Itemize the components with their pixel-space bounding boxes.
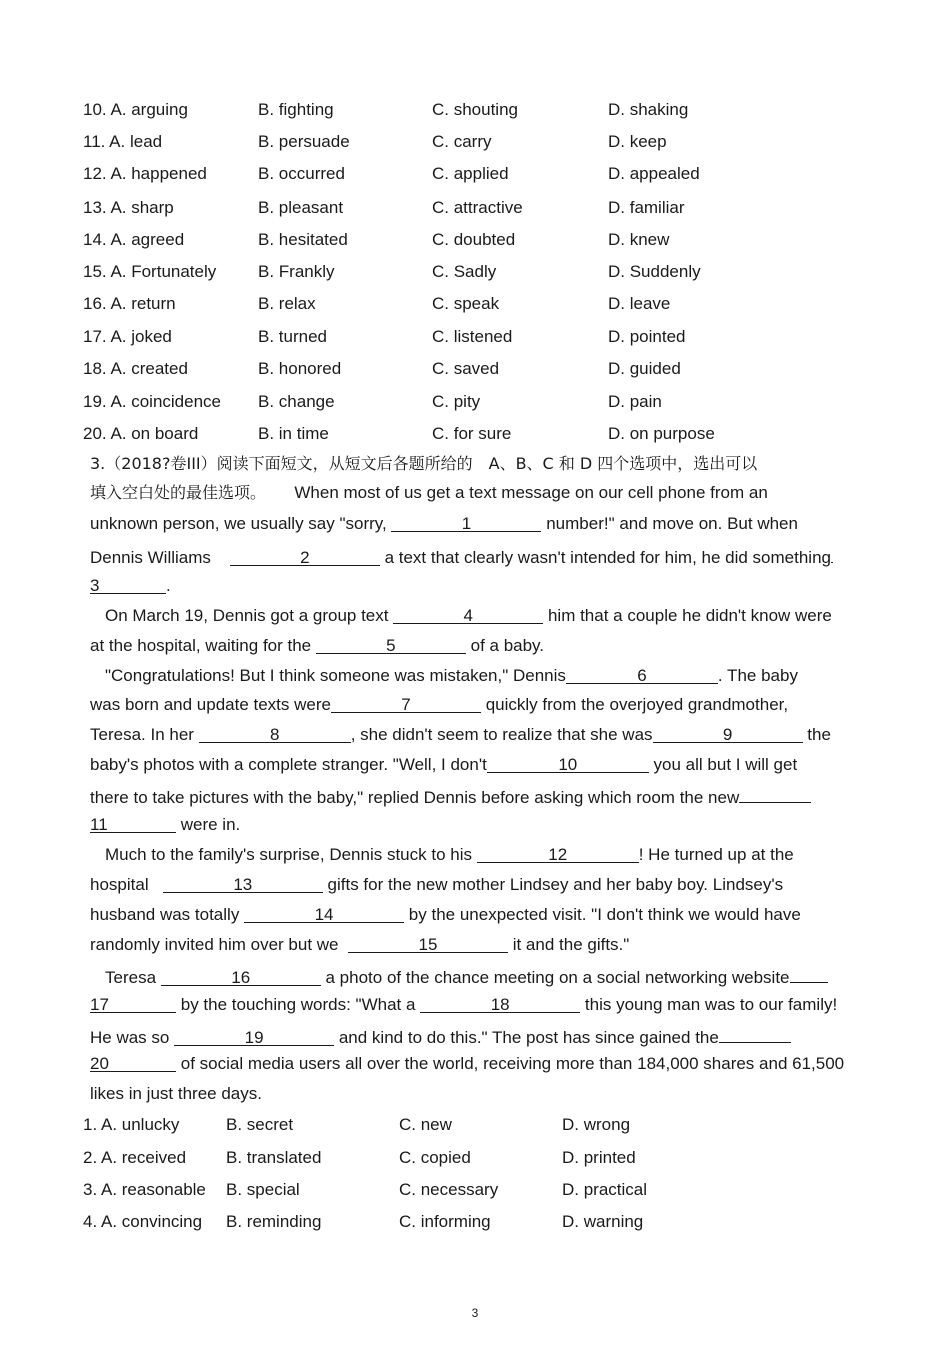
blank-19[interactable]: 19 xyxy=(174,1026,334,1046)
option-b: B. turned xyxy=(258,327,327,346)
option-c: C. pity xyxy=(432,392,481,411)
passage-line: On March 19, Dennis got a group text 4 him that a couple he didn't know were xyxy=(105,606,832,625)
passage-line: was born and update texts were 7 quickly from the overjoyed grandmother, xyxy=(90,695,789,714)
blank-11[interactable]: 11 xyxy=(90,813,176,833)
option-a: 4. A. convincing xyxy=(83,1212,203,1231)
option-c: C. necessary xyxy=(399,1180,499,1199)
option-d: D. shaking xyxy=(608,100,689,119)
blank-8[interactable]: 8 xyxy=(199,723,351,743)
page-number: 3 xyxy=(471,1306,479,1320)
option-b: B. persuade xyxy=(258,132,350,151)
option-a: 11. A. lead xyxy=(83,132,163,151)
option-a: 10. A. arguing xyxy=(83,100,188,119)
passage-line: Teresa. In her 8 , she didn't seem to realize that she was 9 the xyxy=(90,725,831,744)
option-b: B. hesitated xyxy=(258,230,348,249)
option-d: D. guided xyxy=(608,359,681,378)
blank-14[interactable]: 14 xyxy=(244,903,404,923)
option-a: 15. A. Fortunately xyxy=(83,262,217,281)
passage-line: Dennis Williams 2 a text that clearly wasn't intended for him, he did something xyxy=(90,543,833,567)
blank-5[interactable]: 5 xyxy=(316,634,466,654)
option-d: D. warning xyxy=(562,1212,644,1231)
option-d: D. Suddenly xyxy=(608,262,701,281)
option-b: B. secret xyxy=(226,1115,294,1134)
blank-18[interactable]: 18 xyxy=(420,993,580,1013)
option-a: 1. A. unlucky xyxy=(83,1115,180,1134)
option-a: 16. A. return xyxy=(83,294,176,313)
passage-line: baby's photos with a complete stranger. "Well, I don't 10 you all but I will get xyxy=(90,755,798,774)
blank-10[interactable]: 10 xyxy=(487,753,649,773)
option-c: C. copied xyxy=(399,1148,471,1167)
option-c: C. Sadly xyxy=(432,262,497,281)
blank-2[interactable]: 2 xyxy=(230,546,380,566)
option-d: D. printed xyxy=(562,1148,636,1167)
blank-16[interactable]: 16 xyxy=(161,966,321,986)
blank-13[interactable]: 13 xyxy=(163,873,323,893)
passage-line: "Congratulations! But I think someone was mistaken," Dennis 6 . The baby xyxy=(105,666,798,685)
blank-4[interactable]: 4 xyxy=(393,604,543,624)
option-d: D. knew xyxy=(608,230,670,249)
passage-line: 17 by the touching words: "What a 18 this young man was to our family! xyxy=(90,995,838,1014)
option-b: B. honored xyxy=(258,359,342,378)
passage-line: 填入空白处的最佳选项。 When most of us get a text message on our cell phone from an xyxy=(90,483,768,502)
blank-20[interactable]: 20 xyxy=(90,1052,176,1072)
passage-line: Much to the family's surprise, Dennis stuck to his 12 ! He turned up at the xyxy=(105,845,794,864)
blank-1[interactable]: 1 xyxy=(391,512,541,532)
passage-line: there to take pictures with the baby," replied Dennis before asking which room the new xyxy=(90,783,811,807)
blank-17[interactable]: 17 xyxy=(90,993,176,1013)
passage-line: hospital 13 gifts for the new mother Lindsey and her baby boy. Lindsey's xyxy=(90,875,784,894)
passage-line: 20 of social media users all over the world, receiving more than 184,000 shares and 61,500 xyxy=(90,1054,845,1073)
passage-line: 11 were in. xyxy=(90,815,241,834)
option-d: D. on purpose xyxy=(608,424,715,443)
option-b: B. pleasant xyxy=(258,198,344,217)
option-c: C. saved xyxy=(432,359,500,378)
option-c: C. listened xyxy=(432,327,513,346)
option-b: B. occurred xyxy=(258,164,345,183)
option-c: C. speak xyxy=(432,294,500,313)
option-a: 20. A. on board xyxy=(83,424,199,443)
option-a: 14. A. agreed xyxy=(83,230,185,249)
option-c: C. attractive xyxy=(432,198,523,217)
option-d: D. familiar xyxy=(608,198,685,217)
blank-9[interactable]: 9 xyxy=(653,723,803,743)
option-c: C. new xyxy=(399,1115,452,1134)
blank-7[interactable]: 7 xyxy=(331,693,481,713)
option-c: C. for sure xyxy=(432,424,512,443)
passage-line: likes in just three days. xyxy=(90,1084,262,1103)
passage-line: husband was totally 14 by the unexpected visit. "I don't think we would have xyxy=(90,905,801,924)
option-a: 2. A. received xyxy=(83,1148,187,1167)
passage-line: unknown person, we usually say "sorry, 1 number!" and move on. But when xyxy=(90,514,798,533)
option-a: 13. A. sharp xyxy=(83,198,174,217)
option-b: B. reminding xyxy=(226,1212,322,1231)
option-c: C. informing xyxy=(399,1212,491,1231)
option-b: B. fighting xyxy=(258,100,334,119)
option-b: B. in time xyxy=(258,424,329,443)
passage-line: randomly invited him over but we 15 it and the gifts." xyxy=(90,935,630,954)
option-b: B. Frankly xyxy=(258,262,335,281)
option-c: C. applied xyxy=(432,164,509,183)
passage-line: Teresa 16 a photo of the chance meeting on a social networking website xyxy=(90,963,828,987)
blank-12[interactable]: 12 xyxy=(477,843,639,863)
option-a: 12. A. happened xyxy=(83,164,207,183)
option-b: B. relax xyxy=(258,294,316,313)
passage-line: at the hospital, waiting for the 5 of a baby. xyxy=(90,636,545,655)
option-c: C. carry xyxy=(432,132,492,151)
option-d: D. pointed xyxy=(608,327,686,346)
blank-6[interactable]: 6 xyxy=(566,664,718,684)
blank-3[interactable]: 3 xyxy=(90,574,166,594)
option-a: 19. A. coincidence xyxy=(83,392,222,411)
option-d: D. wrong xyxy=(562,1115,631,1134)
option-d: D. leave xyxy=(608,294,671,313)
option-d: D. appealed xyxy=(608,164,700,183)
blank-15[interactable]: 15 xyxy=(348,933,508,953)
option-d: D. pain xyxy=(608,392,662,411)
question-header: 3.（2018?卷III）阅读下面短文，从短文后各题所给的 A、B、C 和 D 四个选项中，选出可以 xyxy=(90,454,758,473)
passage-line: 3 . xyxy=(90,576,171,595)
passage-line: He was so 19 and kind to do this." The post has since gained the xyxy=(90,1023,791,1047)
option-c: C. shouting xyxy=(432,100,518,119)
option-b: B. change xyxy=(258,392,335,411)
option-c: C. doubted xyxy=(432,230,516,249)
option-d: D. keep xyxy=(608,132,667,151)
option-a: 18. A. created xyxy=(83,359,188,378)
option-a: 3. A. reasonable xyxy=(83,1180,206,1199)
option-b: B. translated xyxy=(226,1148,322,1167)
option-b: B. special xyxy=(226,1180,300,1199)
option-d: D. practical xyxy=(562,1180,648,1199)
option-a: 17. A. joked xyxy=(83,327,172,346)
